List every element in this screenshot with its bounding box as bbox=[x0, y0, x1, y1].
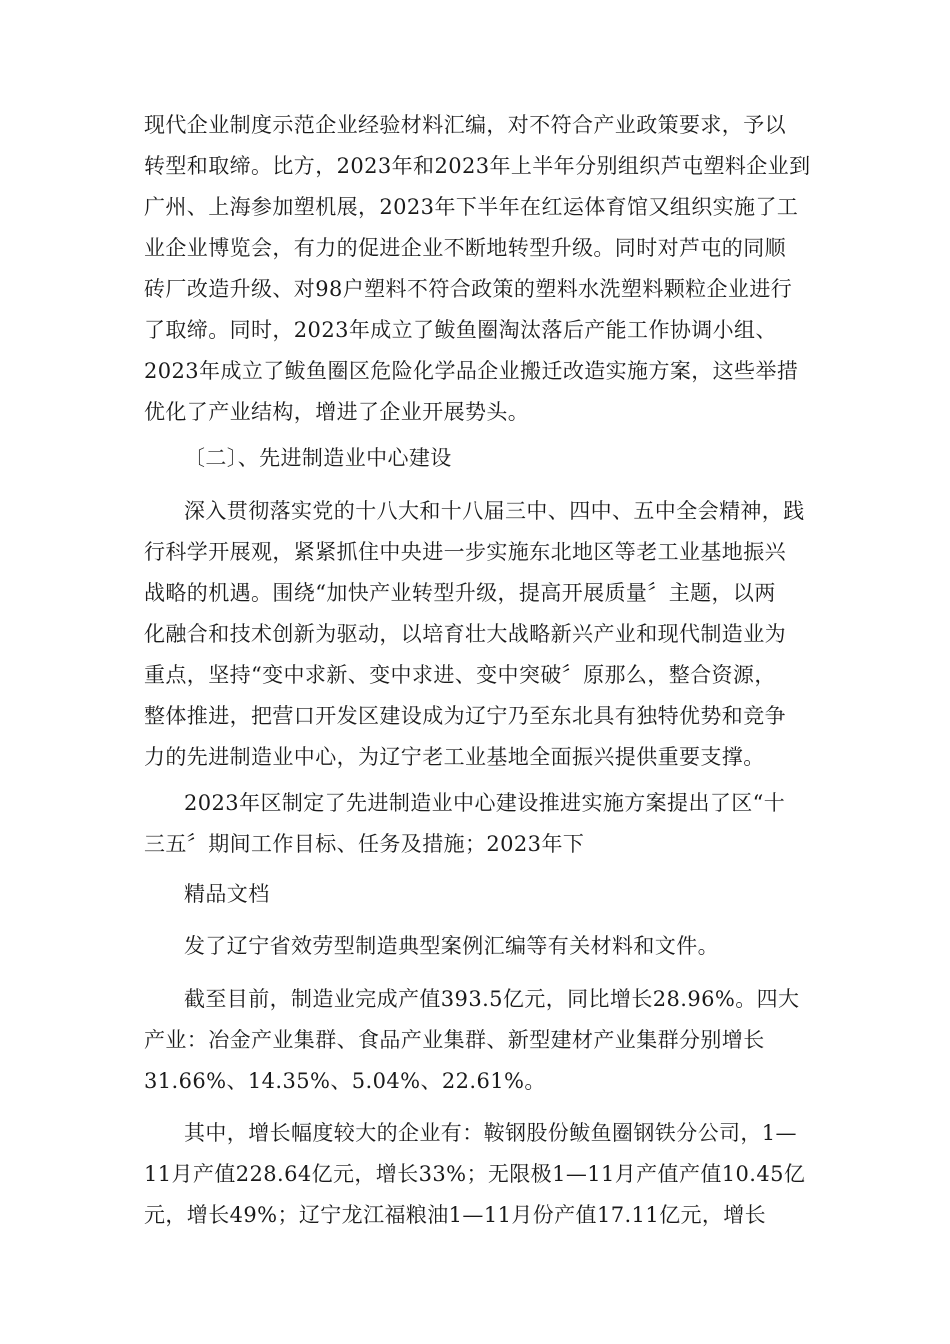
text-line: 重点，坚持“变中求新、变中求进、变中突破〞原那么，整合资源， bbox=[144, 663, 776, 687]
paragraph-output-stats bbox=[144, 979, 816, 1102]
text-line: 转型和取缔。比方，2023年和2023年上半年分别组织芦屯塑料企业到 bbox=[144, 154, 811, 178]
paragraph-manufacturing-center bbox=[144, 491, 816, 778]
text-line: 业企业博览会，有力的促进企业不断地转型升级。同时对芦屯的同顺 bbox=[144, 236, 786, 260]
text-line: 其中，增长幅度较大的企业有：鞍钢股份鲅鱼圈钢铁分公司，1— bbox=[184, 1121, 797, 1145]
watermark-label bbox=[184, 874, 856, 915]
text-line: 广州、上海参加塑机展，2023年下半年在红运体育馆又组织实施了工 bbox=[144, 195, 799, 219]
text-line: 力的先进制造业中心，为辽宁老工业基地全面振兴提供重要支撑。 bbox=[144, 745, 765, 769]
text-line: 战略的机遇。围绕“加快产业转型升级，提高开展质量〞主题，以两 bbox=[144, 581, 776, 605]
paragraph-implementation-plan bbox=[144, 783, 816, 865]
text-line: 31.66%、14.35%、5.04%、22.61%。 bbox=[144, 1069, 546, 1093]
paragraph-case-compilation bbox=[184, 926, 856, 967]
text-line: 现代企业制度示范企业经验材料汇编，对不符合产业政策要求，予以 bbox=[144, 113, 786, 137]
text-line: 2023年区制定了先进制造业中心建设推进实施方案提出了区“十 bbox=[184, 791, 786, 815]
text-line: 11月产值228.64亿元，增长33%；无限极1—11月产值产值10.45亿 bbox=[144, 1162, 806, 1186]
text-line: 砖厂改造升级、对98户塑料不符合政策的塑料水洗塑料颗粒企业进行 bbox=[144, 277, 793, 301]
text-line: 三五〞期间工作目标、任务及措施；2023年下 bbox=[144, 832, 585, 856]
text-line: 行科学开展观，紧紧抓住中央进一步实施东北地区等老工业基地振兴 bbox=[144, 540, 786, 564]
section-heading bbox=[184, 438, 856, 479]
text-line: 2023年成立了鲅鱼圈区危险化学品企业搬迁改造实施方案，这些举措 bbox=[144, 359, 799, 383]
text-line: 化融合和技术创新为驱动，以培育壮大战略新兴产业和现代制造业为 bbox=[144, 622, 786, 646]
text-line: 整体推进，把营口开发区建设成为辽宁乃至东北具有独特优势和竞争 bbox=[144, 704, 786, 728]
text-line: 深入贯彻落实党的十八大和十八届三中、四中、五中全会精神，践 bbox=[184, 499, 805, 523]
text-line: 产业：冶金产业集群、食品产业集群、新型建材产业集群分别增长 bbox=[144, 1028, 765, 1052]
text-line: 元，增长49%；辽宁龙江福粮油1—11月份产值17.11亿元，增长 bbox=[144, 1203, 767, 1227]
text-line: 优化了产业结构，增进了企业开展势头。 bbox=[144, 400, 530, 424]
text-line: 发了辽宁省效劳型制造典型案例汇编等有关材料和文件。 bbox=[184, 934, 719, 958]
heading-text: 〔二〕、先进制造业中心建设 bbox=[184, 446, 452, 470]
text-line: 了取缔。同时，2023年成立了鲅鱼圈淘汰落后产能工作协调小组、 bbox=[144, 318, 777, 342]
text-line: 截至目前，制造业完成产值393.5亿元，同比增长28.96%。四大 bbox=[184, 987, 800, 1011]
paragraph-enterprise-growth bbox=[144, 1113, 816, 1236]
watermark-text: 精品文档 bbox=[184, 882, 270, 906]
paragraph-policy-measures bbox=[144, 105, 816, 433]
